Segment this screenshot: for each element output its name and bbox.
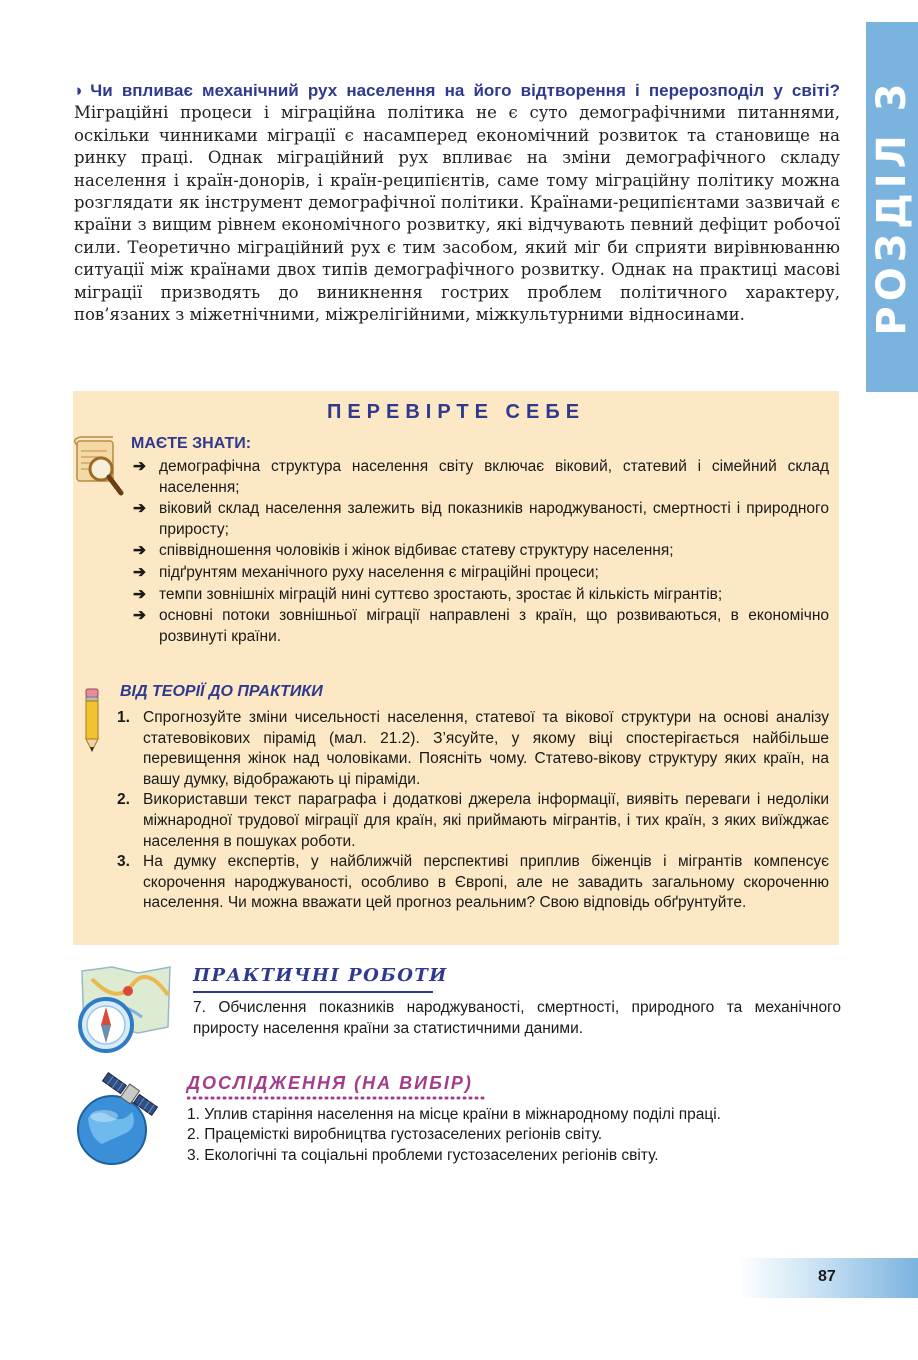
know-item-text: основні потоки зовнішньої міграції направлені з країн, що розвиваються, в економічно розвинуті країни. [159,607,829,645]
research-item: 1. Уплив старіння населення на місце країни в міжнародному поділі праці. [187,1106,721,1123]
practice-item-text: Спрогнозуйте зміни чисельності населення, статевої та вікової структури на основі аналізу статевовікових пірамід (мал. 21.2). З’ясуйте, у якому віці спостерігається найбільше перевищення жінок над чоловіками. Поясніть чому. Статево-вікову структуру яких країн, на вашу думку, відображають ці піраміди. [143,709,829,788]
arrow-right-icon: ➔ [133,563,146,581]
know-item [133,457,829,498]
practice-item-number: 1. [117,709,130,726]
practical-works-underline [193,991,433,993]
scroll-magnifier-icon [71,431,127,503]
know-item [133,499,829,540]
practice-item [117,708,829,790]
practice-item-number: 2. [117,791,130,809]
intro-paragraph [74,80,840,326]
practice-item-text: На думку експертів, у найближчій перспективі приплив біженців і мігрантів компенсує скорочення народжуваності, особливо в Європі, але не завадить загальному скороченню населення. Чи можна вважати цей прогноз реальним? Свою відповідь обґрунтуйте. [143,853,829,912]
section-tab [866,22,918,392]
know-label: МАЄТЕ ЗНАТИ: [131,435,252,452]
intro-body-text: Міграційні процеси і міграційна політика не є суто демографічними питаннями, оскільки чинниками міграції є насамперед економічний розвиток та становище на ринку праці. Однак міграційний рух впливає на зміни демографічного складу населення і країн-донорів, і країн-реципієнтів, саме тому міграційну політику можна розглядати як інструмент демографічної політики. Країнами-реципієнтами зазвичай є країни з вищим рівнем економічного розвитку, які відчувають певний дефіцит робочої сили. Теоретично міграційний рух є тим засобом, який міг би сприяти вирівнюванню ситуації між країнами двох типів демографічного розвитку. Однак на практиці масові міграції призводять до виникнення гострих проблем політичного характеру, пов’язаних з міжетнічними, міжрелігійними, міжкультурними відносинами. [74,103,840,325]
globe-satellite-icon [72,1072,168,1168]
arrow-right-icon: ➔ [133,585,146,603]
arrow-right-icon: ➔ [133,458,146,475]
know-item-text: темпи зовнішніх міграцій нині суттєво зростають, зростає й кількість мігрантів; [159,585,723,603]
practice-list [117,708,829,914]
page-number: 87 [818,1268,836,1285]
know-item-text: віковий склад населення залежить від показників народжуваності, смертності і природного приросту; [159,500,829,538]
practice-label: ВІД ТЕОРІЇ ДО ПРАКТИКИ [120,683,323,700]
practice-item-number: 3. [117,853,130,871]
check-yourself-box [73,391,839,945]
practice-item-text: Використавши текст параграфа і додаткові джерела інформації, виявіть переваги і недоліки міжнародної трудової міграції для країн, які приймають мігрантів, і тих країн, з яких виїжджає населення в пошуках роботи. [143,791,829,850]
know-item [133,606,829,647]
research-list [187,1105,847,1166]
arrow-right-icon: ➔ [133,500,146,518]
research-item: 3. Екологічні та соціальні проблеми густозаселених регіонів світу. [187,1146,659,1164]
know-item [133,585,829,606]
research-title: ДОСЛІДЖЕННЯ (НА ВИБІР) [187,1073,473,1093]
know-item [133,541,829,562]
arrow-right-icon: ➔ [133,542,146,560]
pencil-icon [81,687,103,755]
know-item-text: співвідношення чоловіків і жінок відбиває статеву структуру населення; [159,542,674,560]
research-title-dotted-underline [187,1096,489,1100]
know-item [133,563,829,584]
check-yourself-title: ПЕРЕВІРТЕ СЕБЕ [326,401,586,423]
section-tab-label: РОЗДІЛ 3 [869,78,915,336]
practical-works-text: 7. Обчислення показників народжуваності, смертності, природного та механічного приросту населення країни за статистичними даними. [193,999,841,1037]
practical-works-title: ПРАКТИЧНІ РОБОТИ [193,965,448,986]
research-item: 2. Працемісткі виробництва густозаселених регіонів світу. [187,1126,603,1144]
intro-lead-text: Чи впливає механічний рух населення на його відтворення і перерозподіл у світі? [90,81,840,100]
know-item-text: демографічна структура населення світу включає віковий, статевий і сімейний склад населення; [159,458,829,496]
practice-item [117,790,829,852]
know-list [133,457,829,648]
intro-lead-question [74,81,840,100]
bullet-marker-icon: ◗ [74,81,85,100]
map-compass-icon [72,965,176,1059]
practice-item [117,852,829,914]
know-item-text: підґрунтям механічного руху населення є міграційні процеси; [159,563,599,581]
arrow-right-icon: ➔ [133,607,146,625]
